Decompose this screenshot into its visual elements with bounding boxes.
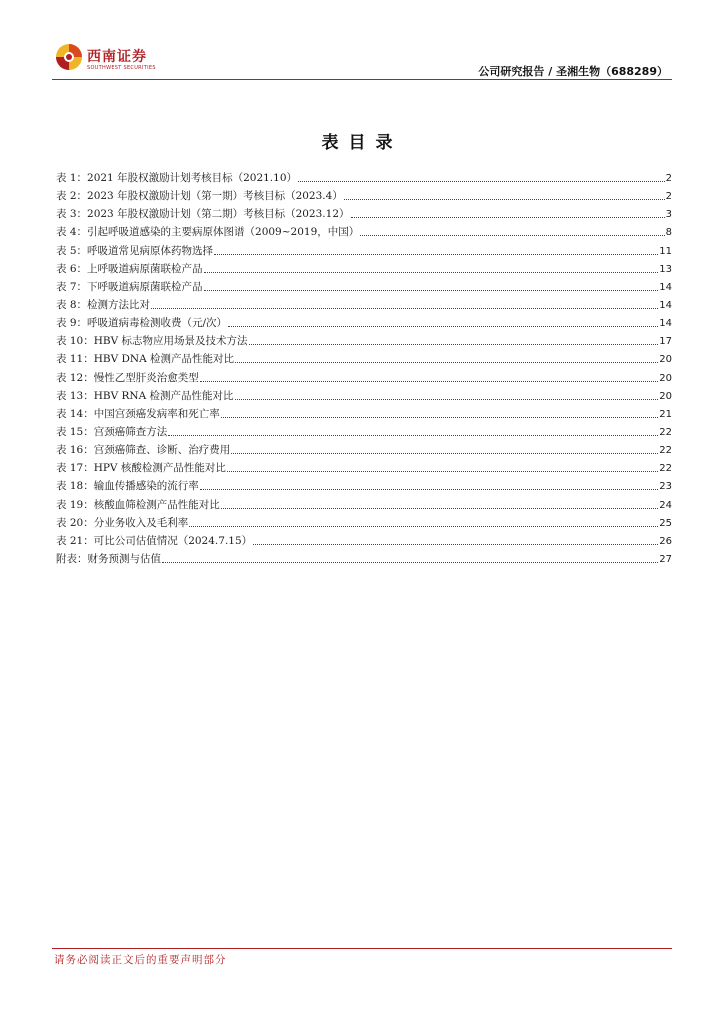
toc-entry-label: 表 5：呼吸道常见病原体药物选择 xyxy=(56,244,214,257)
toc-entry-page: 22 xyxy=(659,445,672,457)
header-divider xyxy=(52,79,672,80)
toc-entry-label: 表 14：中国宫颈癌发病率和死亡率 xyxy=(56,407,220,420)
toc-entry-label: 表 20：分业务收入及毛利率 xyxy=(56,516,189,529)
toc-entry-page: 17 xyxy=(659,336,672,348)
toc-entry-label: 表 15：宫颈癌筛查方法 xyxy=(56,425,168,438)
toc-entry[interactable] xyxy=(56,260,672,278)
footer-notice: 请务必阅读正文后的重要声明部分 xyxy=(54,954,227,966)
toc-entry[interactable] xyxy=(56,169,672,187)
toc-entry[interactable] xyxy=(56,278,672,296)
toc-entry[interactable] xyxy=(56,423,672,441)
toc-dot-leader xyxy=(235,361,658,363)
toc-entry-label: 表 10：HBV 标志物应用场景及技术方法 xyxy=(56,335,248,348)
toc-entry-page: 27 xyxy=(659,553,672,565)
footer-divider xyxy=(52,948,672,949)
toc-dot-leader xyxy=(231,452,658,454)
logo-chinese-name: 西南证券 xyxy=(87,49,147,65)
toc-entry-label: 表 1：2021 年股权激励计划考核目标（2021.10） xyxy=(56,172,297,184)
toc-entry-page: 20 xyxy=(659,354,672,366)
toc-entry[interactable] xyxy=(56,369,672,387)
toc-entry[interactable] xyxy=(56,550,672,568)
toc-entry[interactable] xyxy=(56,314,672,332)
toc-entry[interactable] xyxy=(56,459,672,477)
logo-emblem-icon xyxy=(54,42,84,72)
toc-entry-label: 表 21：可比公司估值情况（2024.7.15） xyxy=(56,534,253,547)
toc-entry-page: 24 xyxy=(659,499,672,511)
toc-entry-page: 20 xyxy=(659,390,672,402)
toc-entry-label: 表 9：呼吸道病毒检测收费（元/次） xyxy=(56,317,228,330)
toc-entry[interactable] xyxy=(56,332,672,350)
toc-entry[interactable] xyxy=(56,514,672,532)
toc-entry-label: 附表：财务预测与估值 xyxy=(56,552,161,565)
toc-entry-page: 14 xyxy=(659,318,672,330)
logo-english-name: SOUTHWEST SECURITIES xyxy=(87,65,156,71)
toc-dot-leader xyxy=(151,307,658,309)
table-of-contents xyxy=(56,169,672,568)
toc-dot-leader xyxy=(204,289,659,291)
toc-entry-label: 表 11：HBV DNA 检测产品性能对比 xyxy=(56,353,235,366)
toc-entry-label: 表 6：上呼吸道病原菌联检产品 xyxy=(56,262,203,275)
toc-dot-leader xyxy=(200,380,659,382)
toc-dot-leader xyxy=(221,416,659,418)
toc-entry[interactable] xyxy=(56,387,672,405)
toc-entry-page: 23 xyxy=(659,481,672,493)
toc-entry[interactable] xyxy=(56,223,672,241)
toc-entry[interactable] xyxy=(56,242,672,260)
toc-dot-leader xyxy=(253,543,658,545)
toc-entry-page: 22 xyxy=(659,463,672,475)
toc-dot-leader xyxy=(204,271,659,273)
toc-entry[interactable] xyxy=(56,532,672,550)
toc-entry-label: 表 7：下呼吸道病原菌联检产品 xyxy=(56,280,203,293)
toc-entry-label: 表 2：2023 年股权激励计划（第一期）考核目标（2023.4） xyxy=(56,190,343,203)
toc-entry-label: 表 19：核酸血筛检测产品性能对比 xyxy=(56,498,220,511)
toc-dot-leader xyxy=(168,434,658,436)
toc-dot-leader xyxy=(228,325,658,327)
toc-dot-leader xyxy=(189,525,658,527)
toc-dot-leader xyxy=(221,507,659,509)
toc-entry-label: 表 12：慢性乙型肝炎治愈类型 xyxy=(56,371,199,384)
toc-dot-leader xyxy=(214,253,658,255)
toc-dot-leader xyxy=(344,198,665,200)
page-header xyxy=(0,0,724,82)
toc-entry[interactable] xyxy=(56,441,672,459)
toc-entry[interactable] xyxy=(56,205,672,223)
toc-dot-leader xyxy=(298,180,665,182)
toc-dot-leader xyxy=(249,343,659,345)
toc-entry-page: 22 xyxy=(659,426,672,438)
toc-entry-page: 26 xyxy=(659,535,672,547)
toc-entry-page: 2 xyxy=(665,173,672,184)
toc-entry-label: 表 16：宫颈癌筛查、诊断、治疗费用 xyxy=(56,444,231,457)
toc-dot-leader xyxy=(351,216,665,218)
toc-entry-page: 11 xyxy=(659,245,672,257)
toc-entry-label: 表 4：引起呼吸道感染的主要病原体图谱（2009~2019，中国） xyxy=(56,226,360,239)
toc-entry-page: 21 xyxy=(659,408,672,420)
toc-entry[interactable] xyxy=(56,477,672,495)
toc-dot-leader xyxy=(235,398,659,400)
toc-dot-leader xyxy=(227,470,658,472)
toc-entry-page: 14 xyxy=(659,281,672,293)
toc-entry-label: 表 18：输血传播感染的流行率 xyxy=(56,480,199,493)
toc-entry-page: 14 xyxy=(659,299,672,311)
toc-dot-leader xyxy=(200,488,659,490)
toc-entry[interactable] xyxy=(56,296,672,314)
toc-entry-label: 表 13：HBV RNA 检测产品性能对比 xyxy=(56,389,234,402)
company-logo xyxy=(54,42,164,76)
toc-entry-label: 表 17：HPV 核酸检测产品性能对比 xyxy=(56,462,226,475)
toc-entry-page: 3 xyxy=(665,209,672,221)
toc-dot-leader xyxy=(360,234,664,236)
toc-entry[interactable] xyxy=(56,350,672,368)
toc-entry-label: 表 8：检测方法比对 xyxy=(56,298,151,311)
toc-entry-page: 20 xyxy=(659,372,672,384)
report-header-title: 公司研究报告 / 圣湘生物（688289） xyxy=(478,65,668,78)
toc-title: 表目录 xyxy=(321,133,403,153)
toc-entry-page: 25 xyxy=(659,517,672,529)
toc-entry[interactable] xyxy=(56,496,672,514)
toc-entry[interactable] xyxy=(56,187,672,205)
toc-entry-page: 13 xyxy=(659,263,672,275)
toc-entry-label: 表 3：2023 年股权激励计划（第二期）考核目标（2023.12） xyxy=(56,208,350,221)
toc-entry-page: 2 xyxy=(665,191,672,203)
toc-dot-leader xyxy=(162,561,658,563)
toc-entry[interactable] xyxy=(56,405,672,423)
toc-entry-page: 8 xyxy=(665,227,672,239)
